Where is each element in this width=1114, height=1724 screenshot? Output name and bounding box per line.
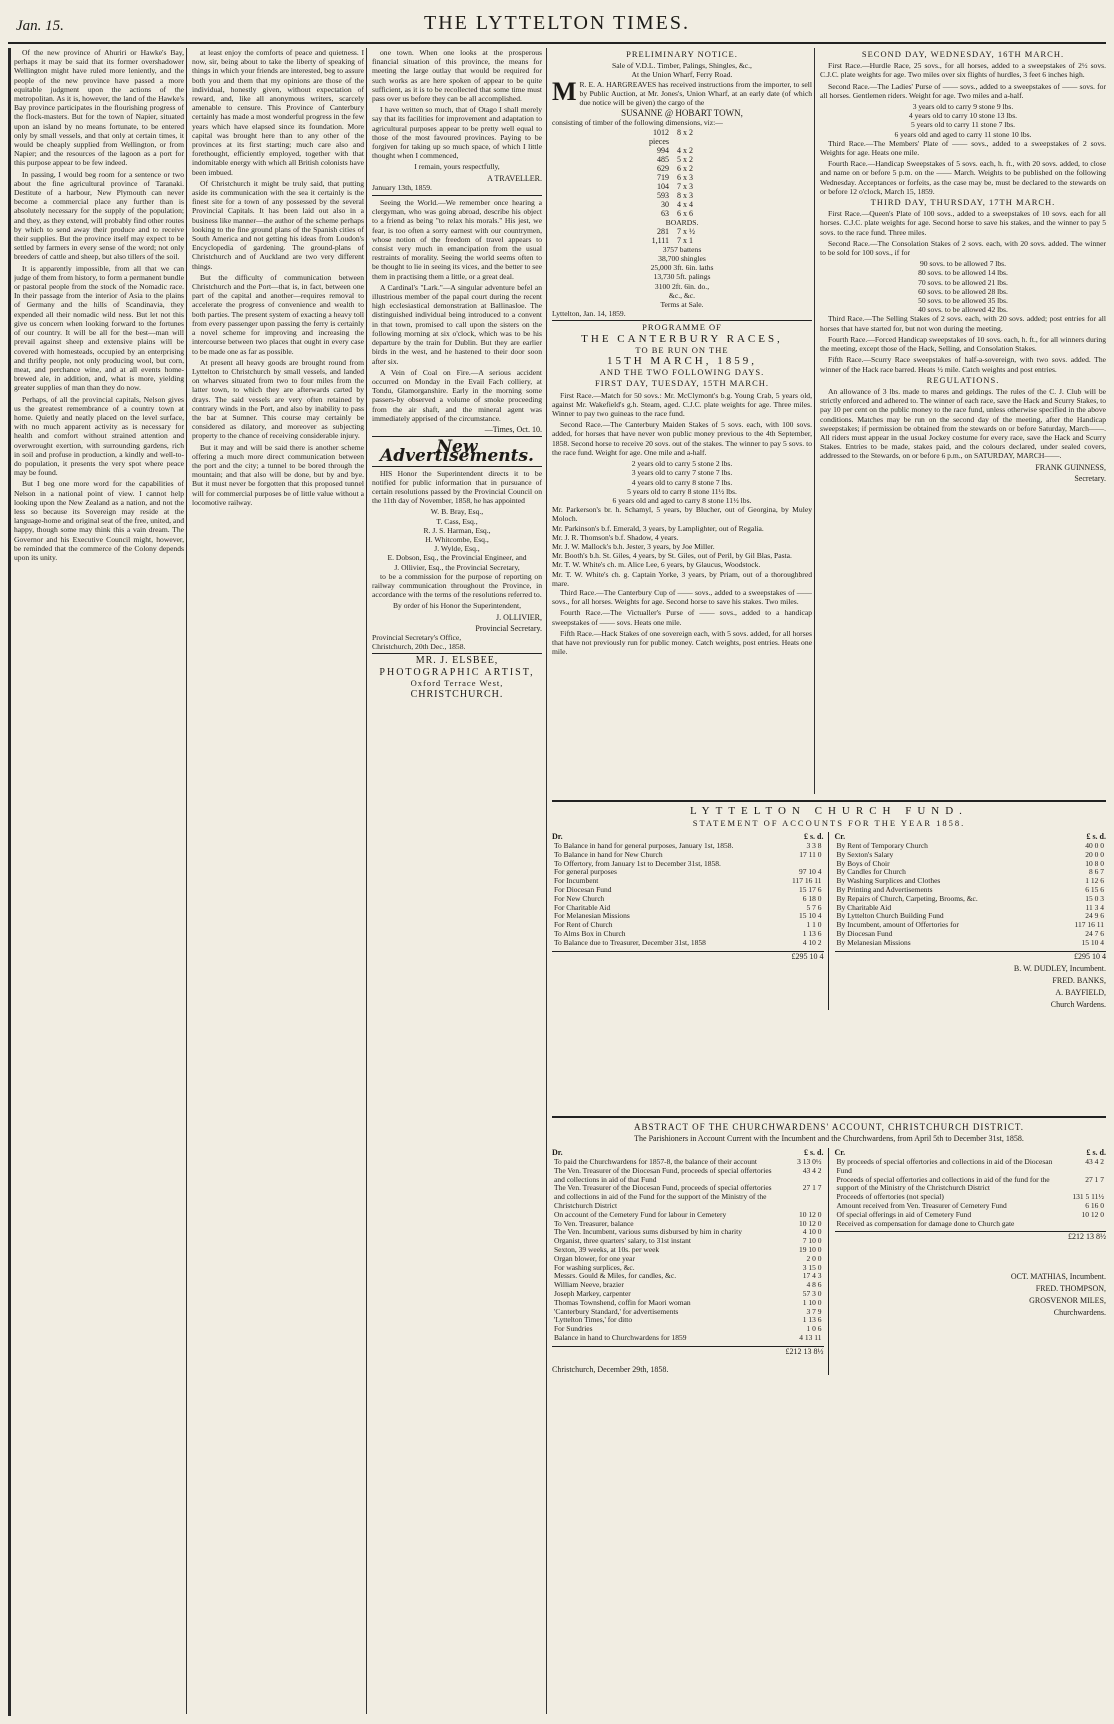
ledger-item: By Incumbent, amount of Offertories for — [836, 920, 959, 930]
warden-signature: FRED. BANKS, — [1052, 975, 1106, 985]
weight-line: 3 years old to carry 7 stone 7 lbs. — [631, 468, 733, 478]
debit-total: £212 13 8½ — [552, 1346, 824, 1357]
ledger-amount: 10 8 0 — [1085, 858, 1104, 868]
currency-label: £ s. d. — [1086, 832, 1106, 841]
churchwardens-abstract — [552, 1116, 1106, 1718]
ledger-amount: 27 1 7 — [802, 1183, 822, 1193]
credit-table — [835, 842, 1107, 948]
timber-row — [552, 146, 812, 155]
ledger-item: Proceeds of special offertories and collections in aid of the fund for the support of the Ministry of the Christchurch District — [836, 1174, 1050, 1193]
timber-row — [552, 191, 812, 200]
order-signature: J. OLLIVIER, — [496, 612, 542, 622]
ledger-amount: 24 7 6 — [1085, 928, 1104, 938]
ledger-amount: 19 10 0 — [799, 1244, 822, 1254]
notice-location: At the Union Wharf, Ferry Road. — [631, 70, 733, 80]
ledger-item: To Offertory, from January 1st to December 31st, 1858. — [554, 858, 721, 868]
boards-list — [552, 227, 812, 245]
letter-date: January 13th, 1859. — [372, 182, 432, 192]
order-office: Provincial Secretary's Office, — [372, 632, 462, 642]
ledger-item: By Charitable Aid — [836, 902, 892, 912]
divider — [552, 320, 812, 321]
ledger-item: 'Lyttelton Times,' for ditto — [554, 1315, 633, 1325]
allowance-line: 40 sovs. to be allowed 42 lbs. — [918, 305, 1008, 315]
board-row — [552, 236, 812, 245]
debit-table — [552, 842, 824, 948]
ledger-item: Proceeds of offertories (not special) — [836, 1192, 944, 1202]
ledger-item: To Balance due to Treasurer, December 31st, 1858 — [554, 937, 706, 947]
ledger-item: To Alms Box in Church — [554, 928, 626, 938]
ledger-row — [552, 1334, 824, 1343]
timber-row-size: 8 x 2 — [677, 127, 693, 137]
weight-line: 6 years old and aged to carry 8 stone 11½ lbs. — [612, 495, 752, 505]
ledger-amount: 10 12 0 — [799, 1209, 822, 1219]
wardens-role: Church Wardens. — [1050, 999, 1106, 1009]
weight-line: 3 years old to carry 9 stone 9 lbs. — [912, 102, 1014, 112]
currency-label: £ s. d. — [1086, 1148, 1106, 1157]
ledger-amount: 8 6 7 — [1089, 867, 1104, 877]
race: First Race.—Queen's Plate of 100 sovs., added to a sweepstakes of 10 sovs. each for all horses. C.J.C. plate weights for age. Second horse to save his stakes, and the winner to pay 5 sovs. to the race fund. Three miles. — [820, 209, 1106, 237]
timber-row-size: 5 x 2 — [677, 154, 693, 164]
paragraph: But it may and will be said there is another scheme offering a much more direct communication between the port and the city; a tunnel to be bored through the mountain; and that also will be done, but by and bye. But it must never be forgotten that this proposed tunnel will for commercial purposes be of little value without a locomotive railway. — [192, 442, 364, 507]
timber-row-count: 104 — [657, 181, 669, 191]
ad-name: MR. J. ELSBEE, — [415, 655, 499, 667]
ledger-amount: 3 13 0½ — [797, 1157, 822, 1166]
ledger-amount: 6 16 0 — [1085, 1200, 1104, 1210]
timber-row-size: 7 x 3 — [677, 181, 693, 191]
ledger-amount: 4 10 0 — [802, 1227, 822, 1237]
ledger-amount: 1 10 0 — [802, 1297, 822, 1307]
allowance-line: 70 sovs. to be allowed 21 lbs. — [918, 277, 1008, 287]
ledger-item: By Repairs of Church, Carpeting, Brooms, &c. — [836, 893, 978, 903]
ledger-amount: 131 5 11½ — [1072, 1192, 1104, 1202]
warden-signature: FRED. THOMPSON, — [1035, 1284, 1106, 1294]
ledger-item: By proceeds of special offertories and collections in aid of the Diocesan Fund — [836, 1157, 1053, 1175]
appointee: T. Cass, Esq., — [436, 516, 478, 526]
allowance-line: 80 sovs. to be allowed 14 lbs. — [918, 268, 1008, 278]
ledger-amount: 6 15 6 — [1085, 884, 1104, 894]
entries-list — [552, 505, 812, 588]
ledger-item: For washing surplices, &c. — [554, 1262, 635, 1272]
paragraph: Of the new province of Ahuriri or Hawke's Bay, perhaps it may be said that its former overshadower Wellington might have ruled more leniently, and the people of the new province have passed a more equitable judgment upon the actions of the metropolitan. As it is, however, the land of the Hawke's Bay province participates in the flourishing progress of the flock-masters. But for the town of Napier, situated upon an island by no means fortunate, to be entered only by small vessels, and that only at certain times, it would be cheaply supplied from Wellington, or from Napier; and the resources of the lagoon as a port for this purpose appear to be few indeed. — [14, 48, 184, 168]
ledger-amount: 57 3 0 — [802, 1288, 822, 1298]
boards-title: BOARDS. — [665, 217, 699, 227]
appointee: W. B. Bray, Esq., — [430, 507, 484, 517]
paragraph: one town. When one looks at the prosperous financial situation of this province, the means for meeting the large outlay that would be required for such works as are here spoken of appear to be quite sufficient, as it is to be recollected that some time must pass over us before they can be all accomplished. — [372, 48, 542, 104]
ledger-amount: 17 4 3 — [802, 1271, 822, 1281]
races-day-1: FIRST DAY, TUESDAY, 15TH MARCH. — [594, 378, 770, 389]
column-5-races — [820, 48, 1106, 794]
ledger-item: For Melanesian Missions — [554, 911, 630, 921]
race: Third Race.—The Members' Plate of —— sovs., added to a sweepstakes of 2 sovs. Weights for age. Heats one mile. — [820, 138, 1106, 158]
stock-item: 13,730 5ft. palings — [653, 272, 711, 282]
ledger-item: Thomas Townshend, coffin for Maori woman — [554, 1297, 691, 1307]
ledger-item: To Ven. Treasurer, balance — [554, 1218, 634, 1228]
auction-notice — [552, 76, 812, 108]
weight-line: 5 years old to carry 11 stone 7 lbs. — [910, 120, 1016, 130]
ledger-item: By Sexton's Salary — [836, 849, 894, 859]
timber-row-count: 30 — [661, 199, 669, 209]
appointee: J. Wylde, Esq., — [434, 544, 480, 554]
board-row-count: 1,111 — [651, 235, 669, 245]
notice-subtitle: Sale of V.D.L. Timber, Palings, Shingles, &c., — [612, 61, 752, 71]
ledger-amount: 40 0 0 — [1085, 841, 1104, 850]
credit-label: Cr. — [834, 832, 846, 841]
wardens-role: Churchwardens. — [1053, 1308, 1106, 1318]
race: Third Race.—The Selling Stakes of 2 sovs. each, with 20 sovs. added; post entries for all horses that have started for, but not won during the meeting. — [820, 314, 1106, 333]
abstract-subtitle: The Parishioners in Account Current with the Incumbent and the Churchwardens, from April 5th to December 31st, 1858. — [634, 1134, 1024, 1143]
ledger-amount: 4 8 6 — [806, 1280, 822, 1290]
notice-date: Lyttelton, Jan. 14, 1859. — [552, 309, 626, 319]
incumbent-signature: B. W. DUDLEY, Incumbent. — [1013, 963, 1106, 973]
currency-label: £ s. d. — [803, 832, 824, 841]
paragraph: at least enjoy the comforts of peace and quietness. I now, sir, being about to take the liberty of speaking of things in which your friends are interested, beg to assure both you and them that my opinions are those of the individual, honestly given, without expectation of reward, and, like all anonymous writers, scarcely amenable to censure. This Province of Canterbury certainly has made a most wonderful progress in the few years which have elapsed since its foundation. More capital was brought here than to any other of the provinces at its first starting; much care also and forethought, efficiently employed, together with that indomitable energy with which all British colonists have been imbued. — [192, 48, 364, 177]
church-fund-subtitle: STATEMENT OF ACCOUNTS FOR THE YEAR 1858. — [692, 818, 966, 828]
ledger-row — [835, 1158, 1107, 1176]
debit-label: Dr. — [552, 832, 563, 841]
weights-list — [552, 459, 812, 505]
timber-row-size: 6 x 2 — [677, 163, 693, 173]
race: First Race.—Match for 50 sovs.: Mr. McClymont's b.g. Young Crab, 5 years old, against Mr. Wakefield's g.h. Steam, aged. C.J.C. plate weights for age. Three miles. Winner to pay two guineas to the race fund. — [552, 390, 812, 419]
race: Fifth Race.—Scurry Race sweepstakes of half-a-sovereign, with two sovs. added. The winner of the Hack race barred. Heats ½ mile. Catch weights and post entries. — [820, 355, 1106, 374]
timber-row-size: 6 x 6 — [677, 208, 693, 218]
ledger-amount: 11 3 4 — [1085, 902, 1104, 912]
ad-title: PHOTOGRAPHIC ARTIST, — [379, 666, 535, 678]
races-run: TO BE RUN ON THE — [635, 344, 729, 355]
stock-item: 3757 battens — [662, 244, 702, 254]
ledger-amount: 6 18 0 — [802, 893, 822, 903]
allowances-list — [820, 259, 1106, 314]
ledger-row — [835, 1176, 1107, 1194]
extras-list — [552, 245, 812, 300]
stock-item: 3100 2ft. 6in. do., — [654, 281, 710, 291]
ledger-item: For Incumbent — [554, 876, 599, 886]
stock-item: 38,700 shingles — [658, 254, 706, 264]
timber-row — [552, 128, 812, 146]
appointee: J. Ollivier, Esq., the Provincial Secretary, — [394, 562, 520, 572]
ledger-item: By Washing Surplices and Clothes — [836, 876, 941, 886]
board-row-size: 7 x ½ — [677, 226, 695, 236]
ledger-amount: 43 4 2 — [802, 1165, 822, 1175]
abstract-title: ABSTRACT OF THE CHURCHWARDENS' ACCOUNT, CHRISTCHURCH DISTRICT. — [634, 1122, 1024, 1132]
ledger-item: 'Canterbury Standard,' for advertisements — [554, 1306, 679, 1316]
weight-line: 5 years old to carry 8 stone 11½ lbs. — [627, 486, 737, 496]
race: Fourth Race.—Handicap Sweepstakes of 5 sovs. each, h. ft., with 20 sovs. added, to close and name on or before 5 p.m. on the —— March. Weights to be published on the following Wednesday. Acceptances or forfeits, as the case may be, must be declared to the stewards on or before 12 o'clock, March 15, 1859. — [820, 159, 1106, 196]
ledger-amount: 20 0 0 — [1085, 849, 1104, 859]
debit-table — [552, 1158, 824, 1343]
church-fund-title: LYTTELTON CHURCH FUND. — [690, 805, 968, 817]
timber-row-count: 1012 pieces — [649, 127, 669, 146]
ledger-item: To paid the Churchwardens for 1857-8, the balance of their account — [554, 1157, 757, 1166]
appointee: H. Whitcombe, Esq., — [425, 534, 489, 544]
stock-item: &c., &c. — [668, 290, 696, 300]
regulations-text: An allowance of 3 lbs. made to mares and geldings. The rules of the C. J. Club will be strictly enforced and adhered to. The winner of each race, save the Hack and Scurry Stakes, to pay 10 per cent on the public money to the race fund, unless otherwise specified in the above conditions. Matches may be run on the second day of the meeting, after the Handicap sweepstakes; if permission be obtained from the stewards on or before Saturday, March——. All riders must appear in the usual Jockey costume for every race, save the Hack and Scurry Stakes. Entries to be made, stakes paid, and the colours declared, under sealed covers, addressed to the Stewards, on or before 6 p.m., on SATURDAY, MARCH——. — [820, 386, 1106, 461]
ledger-item: The Ven. Treasurer of the Diocesan Fund, proceeds of special offertories and collections in aid of that Fund — [554, 1165, 772, 1184]
race-entry: Mr. J. W. Mallock's b.h. Jester, 3 years, by Joe Miller. — [552, 541, 715, 551]
paragraph: In passing, I would beg room for a sentence or two about the fine agricultural province of Taranaki. Destitute of a harbour, New Plymouth can never become a commercial place any further than is absolutely necessary for the supply of the population; and they, as they extend, will probably find other routes by which to send away their produce and to receive their supplies. But the province itself may expect to be settled by farmers in every sense of the word; not only breeders of cattle and sheep, but also tillers of the soil. — [14, 169, 184, 262]
warden-signature: GROSVENOR MILES, — [1029, 1296, 1106, 1306]
race-entry: Mr. Parkerson's br. h. Schamyl, 5 years, by Blucher, out of Georgina, by Muley Moloch. — [552, 505, 812, 524]
race: Fifth Race.—Hack Stakes of one sovereign each, with 5 sovs. added, for all horses that have not previously run for public money. Catch weights, post entries. Heats one mile. — [552, 628, 812, 657]
column-4-notices — [552, 48, 812, 794]
paragraph: It is apparently impossible, from all that we can judge of them from history, to form a permanent bundle or pastoral people from the stock of the Nomadic race. In their passage from the interior of Asia to the plains of Germany and the hills of Scandinavia, they expended all their nomadic wild ness. But let not this give us concern when looking forward to the fortunes of our country. It will be all for the best—man will prevail against sheep and extensive plains will be covered with homesteads, occupied by an enterprising and thrifty people, not only producing wool, but corn, meat, and perchance wine, and at all events home-brewed ale, in addition, and, what is more, yielding greater supplies of man than they do now. — [14, 263, 184, 393]
ledger-item: By Printing and Advertisements — [836, 884, 933, 894]
races-following: AND THE TWO FOLLOWING DAYS. — [599, 367, 765, 378]
letter-signature: A TRAVELLER. — [487, 173, 542, 183]
ledger-item: For Sundries — [554, 1324, 593, 1334]
ledger-amount: 1 13 6 — [802, 928, 822, 938]
ship-description: consisting of timber of the following dimensions, viz:— — [552, 118, 723, 128]
weight-line: 6 years old and aged to carry 11 stone 10 lbs. — [894, 129, 1032, 139]
column-rule — [546, 48, 547, 1714]
ledger — [552, 1148, 1106, 1375]
timber-row — [552, 173, 812, 182]
appointee: E. Dobson, Esq., the Provincial Engineer, and — [387, 553, 527, 563]
race-entry: Mr. Booth's b.h. St. Giles, 4 years, by St. Giles, out of Peril, by Gil Blas, Pasta. — [552, 551, 792, 561]
column-rule — [814, 48, 815, 794]
ledger-item: For New Church — [554, 893, 605, 903]
timber-row-count: 719 — [657, 172, 669, 182]
credit-total: £212 13 8½ — [835, 1231, 1107, 1242]
ledger-item: For Charitable Aid — [554, 902, 611, 912]
ledger-amount: 3 3 8 — [806, 841, 822, 850]
divider — [372, 195, 542, 196]
timber-row-count: 593 — [657, 190, 669, 200]
paragraph: But I beg one more word for the capabilities of Nelson in a national point of view. I cannot help looking upon the New Zealand as a nation, and not the less so because its Sovereign may reside at the language-home and original seat of the free, united, and happy, though some may think this a vain dream. The Governor and his Executive Council might, however, be reminded that the commerce of the Colony depends upon its unity. — [14, 479, 184, 562]
race: Second Race.—The Ladies' Purse of —— sovs., added to a sweepstakes of —— sovs. for all horses. Gentlemen riders. Weight for age. Two miles and a-half. — [820, 81, 1106, 100]
ledger-row — [552, 939, 824, 948]
regulations-title: REGULATIONS. — [926, 374, 1000, 385]
secretary-signature: FRANK GUINNESS, — [1035, 462, 1106, 472]
timber-row-size: 4 x 4 — [677, 199, 693, 209]
allowance-line: 90 sovs. to be allowed 7 lbs. — [919, 259, 1007, 269]
ledger-item: The Ven. Treasurer of the Diocesan Fund, proceeds of special offertories and collections in aid of the Fund for the support of the Ministry of the Christchurch District — [554, 1183, 772, 1210]
race-entry: Mr. T. W. White's ch. g. Captain Yorke, 3 years, by Priam, out of a thoroughbred mare. — [552, 569, 812, 588]
ledger-amount: 10 12 0 — [1081, 1209, 1104, 1219]
timber-row-size: 6 x 3 — [677, 172, 693, 182]
column-3-news — [372, 48, 542, 1716]
ledger-amount: 117 16 11 — [1074, 920, 1104, 930]
ledger-amount: 3 15 0 — [802, 1262, 822, 1272]
paragraph-cardinals-lark: A Cardinal's "Lark."—A singular adventure befel an illustrious member of the papal court during the recent high ecclesiastical demonstration at Ballinasloe. The distinguished individual being introduced to a convent in that town, promised to call upon the sisters on the following morning at six o'clock, which was to be his departure by the train for Dublin. But they are earlier birds in the west, and he hastened to their door soon after six. — [372, 282, 542, 366]
ad-address: Oxford Terrace West, — [410, 677, 504, 688]
ledger-amount: 5 7 6 — [806, 902, 822, 912]
board-row-size: 7 x 1 — [677, 235, 693, 245]
ledger-amount: 3 7 9 — [806, 1306, 822, 1316]
timber-row-count: 994 — [657, 145, 669, 155]
ledger-item: Amount received from Ven. Treasurer of Cemetery Fund — [836, 1200, 1007, 1210]
issue-date: Jan. 15. — [16, 18, 64, 34]
ledger-item: Received as compensation for damage done to Church gate — [836, 1218, 1015, 1228]
board-row — [552, 227, 812, 236]
paragraph: But the difficulty of communication between Christchurch and the Port—that is, in fact, between one part of the capital and another—requires removal to accelerate the progress of convenience and wealth to both parties. The present system of exacting a heavy toll from every passenger upon passing the ferry is certainly a novel scheme for improving and increasing the intercourse between two places that ought in every case to be made one as far as possible. — [192, 272, 364, 356]
ledger-amount: 15 10 4 — [799, 911, 822, 921]
ledger-item: For Rent of Church — [554, 920, 613, 930]
ledger-item: By Lyttelton Church Building Fund — [836, 911, 944, 921]
order-line: By order of his Honor the Superintendent, — [392, 601, 521, 611]
binding-edge — [8, 48, 11, 1716]
debit-total: £295 10 4 — [552, 951, 824, 962]
paragraph: At present all heavy goods are brought round from Lyttelton to Christchurch by small vessels, and landed on wharves situated from two to four miles from the latter town, to which they are afterwards carted by drays. The said vessels are very often retained by contrary winds in the Port, and also by inability to pass the bar at Sumner. This course may certainly be considered as dilatory, and moreover as subjecting property to the chance of receiving considerable injury. — [192, 357, 364, 441]
timber-row — [552, 155, 812, 164]
ledger-amount: 43 4 2 — [1085, 1157, 1104, 1166]
timber-row — [552, 200, 812, 209]
ledger-amount: 97 10 4 — [799, 867, 822, 877]
allowance-line: 60 sovs. to be allowed 28 lbs. — [918, 286, 1008, 296]
ledger-row — [835, 1220, 1107, 1229]
ledger-amount: 4 10 2 — [802, 937, 822, 947]
appointee: R. J. S. Harman, Esq., — [423, 525, 491, 535]
race: Second Race.—The Canterbury Maiden Stakes of 5 sovs. each, with 100 sovs. added, for horses that have never won public money previous to the 4th September, 1858. Second horse to receive 20 sovs. out of the stakes. The winner to pay 5 sovs. to the race fund. Weight for age. One mile and a-half. — [552, 420, 812, 457]
race: First Race.—Hurdle Race, 25 sovs., for all horses, added to a sweepstakes of 2½ sovs. C.J.C. plate weights for age. Two miles over six flights of hurdles, 3 feet 6 inches high. — [820, 61, 1106, 80]
ledger-amount: 15 0 3 — [1085, 893, 1104, 903]
newspaper-title: THE LYTTELTON TIMES. — [424, 12, 690, 34]
timber-row-size: 4 x 2 — [677, 145, 693, 155]
ledger-item: Balance in hand to Churchwardens for 1859 — [554, 1332, 687, 1342]
weight-line: 4 years old to carry 10 stone 13 lbs. — [908, 111, 1018, 121]
ledger-item: By Boys of Choir — [836, 858, 890, 868]
race-entry: Mr. T. W. White's ch. m. Alice Lee, 6 years, by Glaucus, Woodstock. — [552, 560, 761, 570]
ledger-amount: 15 17 6 — [799, 884, 822, 894]
column-rule — [366, 48, 367, 1714]
ledger-amount: 7 10 0 — [802, 1236, 822, 1246]
ledger-amount: 15 10 4 — [1081, 937, 1104, 947]
timber-row — [552, 164, 812, 173]
debit-side — [552, 832, 829, 1010]
paragraph: Of Christchurch it might be truly said, that putting aside its communication with the sea it certainly is the finest site for a town of any possessed by the several Provincial Capitals. It has been laid out also in a business like manner—the author of the scheme perhaps looking to the fine ground plans of the Spanish cities of South America and not getting his ideas from Loudon's Encyclopedia of gardening. The ground-plans of Christchurch and of Auckland are two very different things. — [192, 178, 364, 271]
ledger-amount: 27 1 7 — [1085, 1174, 1104, 1184]
ledger-item: To Balance in hand for New Church — [554, 849, 663, 859]
ledger-row — [552, 1167, 824, 1185]
secretary-title: Secretary. — [1074, 473, 1106, 483]
order-date: Christchurch, 20th Dec., 1858. — [372, 642, 466, 652]
abstract-date: Christchurch, December 29th, 1858. — [552, 1364, 669, 1374]
timber-row-count: 629 — [657, 163, 669, 173]
paragraph: Perhaps, of all the provincial capitals, Nelson gives us the greatest remembrance of a country town at home. Quietly and neatly placed on the level surface, with no much apparent activity as is necessary for health and comfort without strained attention and overwrought exertion, with surrounding gardens, rich in soil and profuse in production, a kindly and well-to-do population, it presents the very spot where peace may be found. — [14, 394, 184, 478]
source-credit: —Times, Oct. 10. — [484, 424, 542, 434]
terms: Terms at Sale. — [660, 300, 704, 310]
race: Second Race.—The Consolation Stakes of 2 sovs. each, with 20 sovs. added. The winner to be sold for 100 sovs., if for — [820, 238, 1106, 258]
credit-side — [835, 832, 1107, 1010]
race: Fourth Race.—The Victualler's Purse of —— sovs., added to a handicap sweepstakes of —— sovs. Heats one mile. — [552, 608, 812, 627]
weights-list — [820, 102, 1106, 139]
timber-row — [552, 209, 812, 218]
order-title: Provincial Secretary. — [475, 623, 542, 633]
ledger-item: By Diocesan Fund — [836, 928, 893, 938]
column-rule — [186, 48, 187, 1714]
ledger-item: Organist, three quarters' salary, to 31st instant — [554, 1236, 691, 1246]
ledger-item: For general purposes — [554, 867, 617, 877]
paragraph: I have written so much, that of Otago I shall merely say that its facilities for improvement and adaptation to agricultural purposes appear to be pretty well equal to those of the most favoured provinces. Paying to be forgiven for taking up so much space, of which I little thought when I commenced, — [372, 105, 542, 161]
credit-side — [835, 1148, 1107, 1375]
ledger-item: The Ven. Incumbent, various sums disbursed by him in charity — [554, 1227, 742, 1237]
currency-label: £ s. d. — [803, 1148, 824, 1157]
races-title: THE CANTERBURY RACES, — [581, 332, 783, 345]
race-entry: Mr. J. R. Thomson's b.f. Shadow, 4 years. — [552, 532, 679, 542]
ledger-item: For Diocesan Fund — [554, 884, 612, 894]
ad-city: CHRISTCHURCH. — [410, 689, 504, 700]
divider — [372, 653, 542, 654]
paragraph: to be a commission for the purpose of reporting on railway communication throughout the Province, in accordance with the terms of the resolutions referred to. — [372, 571, 542, 600]
ledger-amount: 1 0 6 — [806, 1324, 822, 1334]
auction-notice-text: R. E. A. HARGREAVES has received instructions from the importer, to sell by Public Auction, at Mr. Jones's, Union Wharf, at an early date (of which due notice will be given) the cargo of the — [579, 79, 812, 108]
ledger-item: Joseph Markey, carpenter — [554, 1288, 631, 1298]
new-advertisements-heading: New Advertisements. — [380, 437, 534, 467]
races-day-3: THIRD DAY, THURSDAY, 17TH MARCH. — [870, 197, 1056, 208]
timber-list — [552, 128, 812, 218]
timber-row-count: 63 — [661, 208, 669, 218]
allowance-line: 50 sovs. to be allowed 35 lbs. — [918, 296, 1008, 306]
credit-total: £295 10 4 — [835, 951, 1107, 962]
weight-line: 4 years old to carry 8 stone 7 lbs. — [631, 477, 733, 487]
ledger-amount: 10 12 0 — [799, 1218, 822, 1228]
ledger-row — [835, 939, 1107, 948]
ledger-amount: 17 11 0 — [799, 849, 822, 859]
races-programme: PROGRAMME OF — [642, 322, 722, 333]
board-row-count: 281 — [657, 226, 669, 236]
ledger-item: By Melanesian Missions — [836, 937, 911, 947]
debit-side — [552, 1148, 829, 1375]
ledger-amount: 1 1 0 — [806, 920, 822, 930]
ledger-item: Sexton, 39 weeks, at 10s. per week — [554, 1244, 660, 1254]
races-dates: 15TH MARCH, 1859, — [606, 355, 757, 368]
race-entry: Mr. Parkinson's b.f. Emerald, 3 years, by Lamplighter, out of Regalia. — [552, 523, 764, 533]
ledger-row — [552, 1184, 824, 1210]
masthead-bar — [8, 4, 1106, 44]
ledger-item: By Candles for Church — [836, 867, 906, 877]
ledger-amount: 1 13 6 — [802, 1315, 822, 1325]
timber-row-count: 485 — [657, 154, 669, 164]
incumbent-signature: OCT. MATHIAS, Incumbent. — [1010, 1272, 1106, 1282]
ship-name: SUSANNE @ HOBART TOWN, — [621, 108, 743, 119]
timber-row — [552, 182, 812, 191]
ledger-item: Of special offerings in aid of Cemetery Fund — [836, 1209, 972, 1219]
credit-label: Cr. — [834, 1148, 846, 1157]
races-day-2: SECOND DAY, WEDNESDAY, 16TH MARCH. — [861, 49, 1065, 59]
notice-title: PRELIMINARY NOTICE. — [626, 49, 738, 59]
timber-row-size: 8 x 3 — [677, 190, 693, 200]
ledger-item: Organ blower, for one year — [554, 1253, 635, 1263]
letter-closing: I remain, yours respectfully, — [414, 162, 500, 172]
ledger-amount: 1 12 6 — [1085, 876, 1104, 886]
ledger-item: William Neeve, brazier — [554, 1280, 624, 1290]
church-fund-statement — [552, 800, 1106, 1112]
weight-line: 2 years old to carry 5 stone 2 lbs. — [631, 459, 733, 469]
railway-commission-notice: HIS Honor the Superintendent directs it to be notified for public information that in pursuance of certain resolutions passed by the Provincial Council on the 11th day of November, 1858, he has appointed — [372, 468, 542, 506]
ledger-amount: 117 16 11 — [792, 876, 822, 886]
ledger-amount: 4 13 11 — [799, 1332, 822, 1342]
race: Fourth Race.—Forced Handicap sweepstakes of 10 sovs. each, h. ft., for all winners during the meeting, except those of the Hack, Selling, and Consolation Stakes. — [820, 334, 1106, 354]
race: Third Race.—The Canterbury Cup of —— sovs., added to a sweepstakes of —— sovs., for all horses. Weights for age. Second horse to save his stakes. Two miles. — [552, 587, 812, 607]
ledger-amount — [1064, 1220, 1106, 1229]
warden-signature: A. BAYFIELD, — [1055, 987, 1106, 997]
ledger-item: On account of the Cemetery Fund for labour in Cemetery — [554, 1209, 727, 1219]
paragraph-seeing-the-world: Seeing the World.—We remember once hearing a clergyman, who was going abroad, describe his object to a friend as being "to relax his morals." His jest, we fear, is too often a sorry earnest with our countrymen, whose notion of the freedom of travel appears to consist very much in emancipation from the usual restraints of morality. Seeing the world seems often to be thought to lie in seeing its vices, and the better to see them in practising them a little, or a great deal. — [372, 198, 542, 281]
credit-table — [835, 1158, 1107, 1228]
ledger-amount: 24 9 6 — [1085, 911, 1104, 921]
column-2-letter — [192, 48, 364, 1716]
ledger-item: By Rent of Temporary Church — [836, 841, 928, 850]
ledger-item: To Balance in hand for general purposes, January 1st, 1858. — [554, 841, 734, 850]
ledger-item: Messrs. Gould & Miles, for candles, &c. — [554, 1271, 677, 1281]
ledger-amount: 2 0 0 — [806, 1253, 822, 1263]
drop-cap: M — [552, 76, 577, 106]
stock-item: 25,000 3ft. 6in. laths — [650, 263, 714, 273]
ledger — [552, 832, 1106, 1010]
paragraph-vein-of-coal: A Vein of Coal on Fire.—A serious accident occurred on Monday in the Evail Fach colliery, at Tondu, Glamorganshire. Early in the morning some passers-by observed a volume of smoke proceeding from the air shaft, and the mineral agent was immediately apprised of the circumstance. — [372, 367, 542, 423]
column-1-letter — [14, 48, 184, 1716]
debit-label: Dr. — [552, 1148, 563, 1157]
